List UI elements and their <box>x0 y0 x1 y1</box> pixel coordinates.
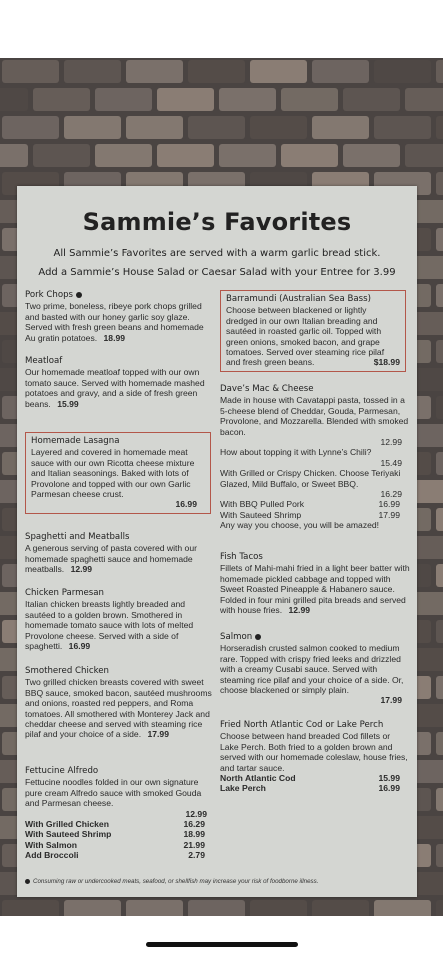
bottom-white-bar <box>0 916 443 960</box>
item-name: Fried North Atlantic Cod or Lake Perch <box>220 720 384 730</box>
option-price: 16.29 <box>183 819 205 830</box>
item-description: Choose between blackened or lightly dredged in our own Italian breading and sautéed in roasted garlic oil. Topped with green onions, smoked bacon, and grape tomatoes. Served over steaming rice pilaf and fresh green beans. <box>226 305 385 368</box>
option-price: 15.99 <box>378 773 400 784</box>
menu-item-chicken-parmesan <box>25 588 215 651</box>
brick <box>436 284 443 307</box>
option-label: With Sauteed Shrimp <box>25 829 112 840</box>
item-description: Two grilled chicken breasts covered with sweet BBQ sauce, smoked bacon, sautéed mushrooms and onions, roasted red peppers, and Roma tomatoes. All smothered with Monterey Jack and cheddar cheese and served with steaming rice pilaf and your choice of a side. <box>25 677 212 740</box>
brick <box>95 88 152 111</box>
item-name: Fettucine Alfredo <box>25 766 99 776</box>
brick <box>219 144 276 167</box>
brick <box>126 60 183 83</box>
item-price: 15.99 <box>57 398 79 409</box>
brick <box>374 900 431 916</box>
option-price: 16.99 <box>378 499 400 510</box>
food-safety-footnote <box>25 878 409 885</box>
menu-item-mac-and-cheese <box>220 384 410 531</box>
brick <box>436 228 443 251</box>
brick <box>2 900 59 916</box>
menu-item-fettucine-alfredo <box>25 766 215 861</box>
brick <box>436 844 443 867</box>
brick <box>312 116 369 139</box>
item-name: Spaghetti and Meatballs <box>25 532 130 542</box>
menu-item-smothered-chicken <box>25 666 215 740</box>
item-price: 17.99 <box>147 729 169 740</box>
option-label: With Grilled Chicken <box>25 819 109 830</box>
brick <box>95 144 152 167</box>
brick <box>0 88 28 111</box>
chicken-option-price: 16.29 <box>380 489 402 500</box>
menu-board <box>17 186 417 897</box>
menu-item-lasagna <box>25 432 211 514</box>
option-price: 21.99 <box>183 839 205 850</box>
item-price: 16.99 <box>68 641 91 652</box>
brick <box>219 88 276 111</box>
option-row <box>220 510 410 520</box>
option-row <box>220 773 410 783</box>
option-row <box>220 499 410 509</box>
brick <box>405 88 443 111</box>
item-description: Our homemade meatloaf topped with our own tomato sauce. Served with homemade mashed potatoes and gravy, and a side of fresh green beans. <box>25 367 205 409</box>
menu-item-salmon <box>220 632 410 706</box>
option-price: 16.99 <box>378 783 400 794</box>
menu-subtitle-bread: All Sammie’s Favorites are served with a warm garlic bread stick. <box>53 248 381 259</box>
menu-item-spaghetti <box>25 532 215 575</box>
option-row <box>220 783 410 793</box>
brick <box>188 60 245 83</box>
option-label: Add Broccoli <box>25 850 79 861</box>
item-name: Smothered Chicken <box>25 666 109 676</box>
option-price: 18.99 <box>183 829 205 840</box>
brick <box>436 116 443 139</box>
item-description: Fillets of Mahi-mahi fried in a light beer batter with homemade pickled cabbage and topped with Sweet Roasted Pineapple & Habanero sauce. Folded in four mini grilled pita breads and served with house fries. <box>220 563 410 616</box>
brick <box>64 60 121 83</box>
menu-item-pork-chops <box>25 290 215 343</box>
item-name: Chicken Parmesan <box>25 588 104 598</box>
raw-warning-icon <box>25 879 30 884</box>
item-price: 12.99 <box>70 564 93 575</box>
brick <box>2 116 59 139</box>
item-description: Italian chicken breasts lightly breaded and sautéed to a golden brown. Smothered in homemade tomato sauce with lots of melted Provolone cheese. Served with a side of spaghetti. <box>25 599 194 652</box>
closing-text: Any way you choose, you will be amazed! <box>220 520 380 531</box>
item-description: Choose between hand breaded Cod fillets or Lake Perch. Both fried to a golden brown and served with our homemade coleslaw, house fries, and tartar sauce. <box>220 731 408 773</box>
option-label: With Salmon <box>25 839 77 850</box>
menu-title: Sammie’s Favorites <box>82 208 352 236</box>
menu-item-barramundi <box>220 290 406 372</box>
brick <box>188 900 245 916</box>
item-name: Fish Tacos <box>220 552 263 562</box>
item-name: Dave’s Mac & Cheese <box>220 384 314 394</box>
brick <box>436 900 443 916</box>
option-label: With Sauteed Shrimp <box>220 509 302 520</box>
brick <box>343 88 400 111</box>
item-price: 18.99 <box>103 332 126 343</box>
chili-topping-price: 15.49 <box>380 457 402 468</box>
option-row <box>25 840 215 850</box>
item-description: Layered and covered in homemade meat sauce with our own Ricotta cheese mixture and Italian seasonings. Baked with lots of Provolone and topped with our own Garlic Parmesan cheese crust. <box>31 447 195 500</box>
top-white-bar <box>0 0 443 58</box>
brick <box>33 88 90 111</box>
raw-warning-icon <box>255 634 261 640</box>
brick <box>436 60 443 83</box>
menu-photo <box>0 58 443 916</box>
option-price: 17.99 <box>378 509 400 520</box>
item-description: A generous serving of pasta covered with our homemade spaghetti sauce and homemade meatballs. <box>25 543 197 575</box>
item-description: Made in house with Cavatappi pasta, tossed in a 5-cheese blend of Cheddar, Gouda, Parmesan, Provolone, and Mozzarella. Blended with smoked bacon. <box>220 395 409 437</box>
option-label: North Atlantic Cod <box>220 773 296 784</box>
brick <box>281 144 338 167</box>
brick <box>343 144 400 167</box>
option-row <box>25 819 215 829</box>
brick <box>33 144 90 167</box>
option-label: With BBQ Pulled Pork <box>220 499 305 510</box>
brick <box>157 88 214 111</box>
brick <box>436 340 443 363</box>
brick <box>436 396 443 419</box>
brick <box>281 88 338 111</box>
brick <box>436 620 443 643</box>
brick <box>436 564 443 587</box>
brick <box>374 60 431 83</box>
item-name: Homemade Lasagna <box>31 436 120 446</box>
menu-item-fried-fish <box>220 720 410 794</box>
item-name: Barramundi (Australian Sea Bass) <box>226 294 371 304</box>
brick <box>157 144 214 167</box>
brick <box>0 144 28 167</box>
footnote-text: Consuming raw or undercooked meats, seafood, or shellfish may increase your risk of foodborne illness. <box>33 878 319 885</box>
brick <box>436 676 443 699</box>
brick <box>250 900 307 916</box>
brick <box>250 60 307 83</box>
brick <box>126 900 183 916</box>
item-price: 12.99 <box>288 605 311 616</box>
brick <box>188 116 245 139</box>
brick <box>64 116 121 139</box>
option-row <box>25 850 215 860</box>
brick <box>436 452 443 475</box>
brick <box>312 900 369 916</box>
option-price: 2.79 <box>188 850 205 861</box>
brick <box>64 900 121 916</box>
brick <box>126 116 183 139</box>
home-indicator[interactable] <box>146 942 298 947</box>
item-price: 17.99 <box>380 695 402 706</box>
raw-warning-icon <box>76 292 82 298</box>
menu-item-meatloaf <box>25 356 215 409</box>
brick <box>436 732 443 755</box>
item-name: Salmon <box>220 632 253 642</box>
menu-item-fish-tacos <box>220 552 410 615</box>
brick <box>436 172 443 195</box>
brick <box>250 116 307 139</box>
brick <box>374 116 431 139</box>
brick <box>2 60 59 83</box>
item-price: 12.99 <box>380 437 402 448</box>
option-row <box>25 829 215 839</box>
brick <box>436 508 443 531</box>
item-name: Meatloaf <box>25 356 63 366</box>
brick <box>405 144 443 167</box>
chili-topping-text: How about topping it with Lynne’s Chili? <box>220 447 372 458</box>
chicken-option-text: With Grilled or Crispy Chicken. Choose Teriyaki Glazed, Mild Buffalo, or Sweet BBQ. <box>220 468 401 489</box>
item-description: Two prime, boneless, ribeye pork chops grilled and basted with our honey garlic soy glaze. Served with fresh green beans and homemade Au gratin potatoes. <box>25 301 204 343</box>
brick <box>436 788 443 811</box>
item-name: Pork Chops <box>25 290 74 300</box>
item-description: Horseradish crusted salmon cooked to medium rare. Topped with crispy fried leeks and drizzled with a creamy Cusabi sauce. Served with steaming rice pilaf and your choice of a side. Or, choose blackened or simply plain. <box>220 643 404 696</box>
option-label: Lake Perch <box>220 783 266 794</box>
menu-subtitle-salad: Add a Sammie’s House Salad or Caesar Salad with your Entree for 3.99 <box>38 267 396 278</box>
item-description: Fettucine noodles folded in our own signature pure cream Alfredo sauce with smoked Gouda and Parmesan cheese. <box>25 777 202 809</box>
item-price: 16.99 <box>175 499 197 510</box>
brick <box>312 60 369 83</box>
item-price: 12.99 <box>185 808 207 819</box>
item-price: $18.99 <box>373 357 400 368</box>
